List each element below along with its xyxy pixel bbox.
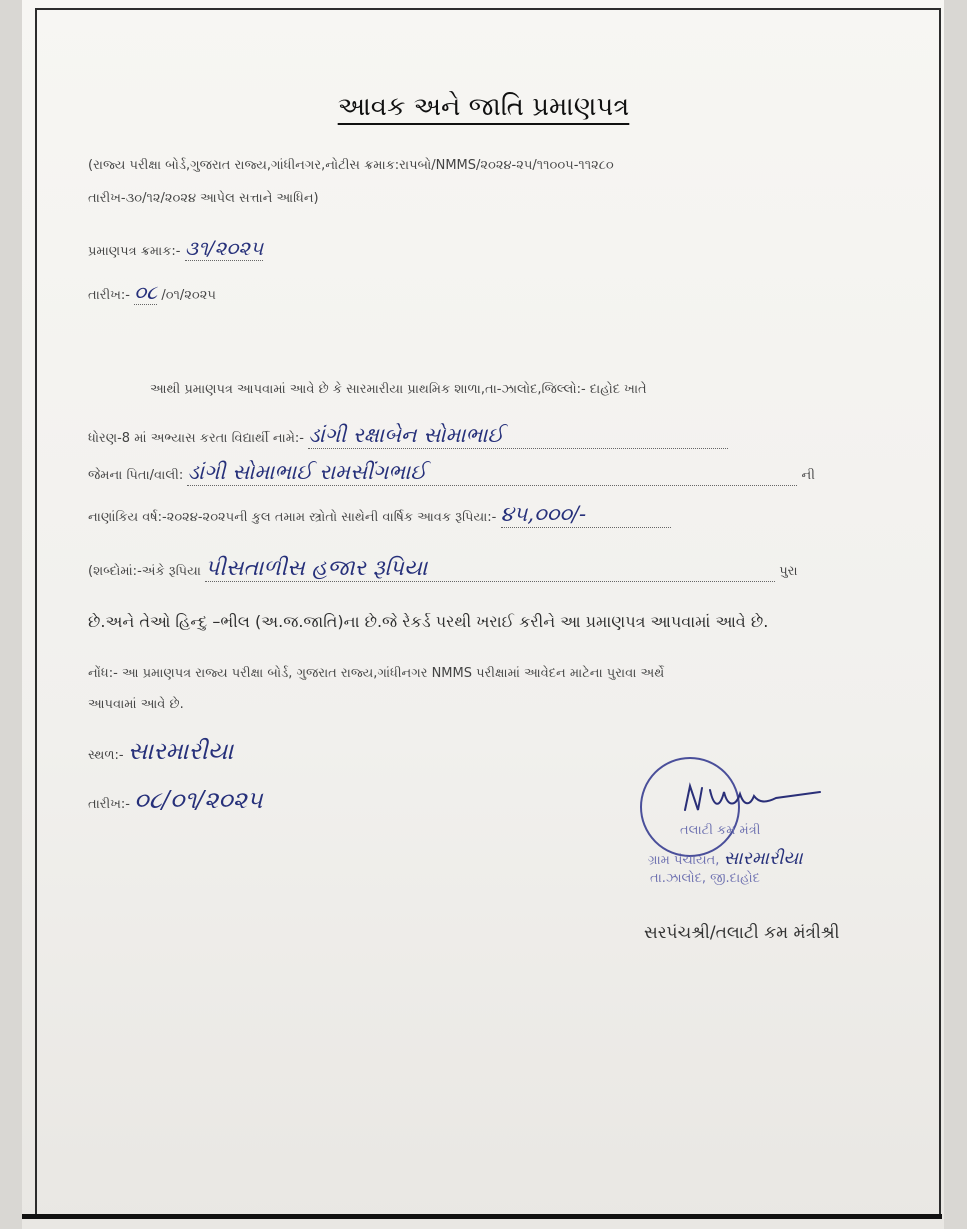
place-row xyxy=(88,737,233,765)
income-value: ૪૫,૦૦૦/- xyxy=(501,502,671,528)
date-suffix: /૦૧/૨૦૨૫ xyxy=(161,288,216,303)
student-name-value: ડાંગી રક્ષાબેન સોમાભાઈ xyxy=(308,423,728,449)
income-words-value: પીસતાળીસ હજાર રૂપિયા xyxy=(205,556,775,582)
note-line-2: આપવામાં આવે છે. xyxy=(88,697,184,712)
date-row xyxy=(88,280,216,305)
signatory-title: સરપંચશ્રી/તલાટી કમ મંત્રીશ્રી xyxy=(644,923,840,943)
certificate-number-label: પ્રમાણપત્ર ક્રમાક:- xyxy=(88,244,181,259)
date-label: તારીખ:- xyxy=(88,288,130,303)
stamp-panchayat: ગ્રામ પંચાયત, xyxy=(648,853,720,868)
authority-line-1: (રાજ્ય પરીક્ષા બોર્ડ,ગુજરાત રાજ્ય,ગાંધીનગર,નોટીસ ક્રમાક:રાપબો/NMMS/૨૦૨૪-૨૫/૧૧૦૦૫-૧૧૨૮૦ xyxy=(88,158,614,173)
stamp-text-2 xyxy=(648,848,803,869)
place-value: સારમારીયા xyxy=(127,737,234,765)
father-name-suffix: ની xyxy=(801,468,815,483)
body-line-1: આથી પ્રમાણપત્ર આપવામાં આવે છે કે સારમારીયા પ્રાથમિક શાળા,તા-ઝાલોદ,જિલ્લો:- દાહોદ ખાતે xyxy=(150,382,647,397)
document-border-bottom xyxy=(22,1214,942,1219)
authority-line-2: તારીખ-૩૦/૧૨/૨૦૨૪ આપેલ સત્તાને આધિન) xyxy=(88,191,319,206)
footer-date-value: ૦૮/૦૧/૨૦૨૫ xyxy=(134,786,263,814)
footer-date-label: તારીખ:- xyxy=(88,797,130,812)
note-line-1: નોંધ:- આ પ્રમાણપત્ર રાજ્ય પરીક્ષા બોર્ડ, ગુજરાત રાજ્ય,ગાંધીનગર NMMS પરીક્ષામાં આવેદન માટેના પુરાવા અર્થે xyxy=(88,666,665,681)
stamp-text-3: તા.ઝાલોદ, જી.દાહોદ xyxy=(650,871,760,886)
father-name-row xyxy=(88,460,918,486)
footer-date-row xyxy=(88,786,263,814)
stamp-village-handwritten: સારમારીયા xyxy=(723,848,803,869)
date-day-value: ૦૮ xyxy=(134,280,158,304)
student-name-row xyxy=(88,423,908,449)
stamp-text-1: તલાટી કમ મંત્રી xyxy=(680,823,761,838)
place-label: સ્થળ:- xyxy=(88,748,124,763)
caste-statement: છે.અને તેઓ હિન્દુ –ભીલ (અ.જ.જાતિ)ના છે.જે રેકર્ડ પરથી ખરાઈ કરીને આ પ્રમાણપત્ર આપવામાં આવે છે. xyxy=(88,612,769,631)
father-name-label: જેમના પિતા/વાલી: xyxy=(88,468,184,483)
certificate-number-value: ૩૧/૨૦૨૫ xyxy=(184,236,264,260)
income-words-label: (શબ્દોમાં:-અંકે રૂપિયા xyxy=(88,564,201,579)
father-name-value: ડાંગી સોમાભાઈ રામસીંગભાઈ xyxy=(187,460,797,486)
signature xyxy=(680,778,830,818)
student-name-label: ધોરણ-8 માં અભ્યાસ કરતા વિદ્યાર્થી નામે:- xyxy=(88,431,304,446)
income-words-row xyxy=(88,556,908,582)
certificate-number-row xyxy=(88,236,263,261)
income-label: નાણાંકિય વર્ષ:-૨૦૨૪-૨૦૨૫ની કુલ તમામ સ્ત્રોતો સાથેની વાર્ષિક આવક રૂપિયા:- xyxy=(88,510,497,525)
document-title: આવક અને જાતિ પ્રમાણપત્ર xyxy=(337,92,630,122)
income-words-suffix: પુરા xyxy=(779,564,798,579)
income-row xyxy=(88,502,918,528)
